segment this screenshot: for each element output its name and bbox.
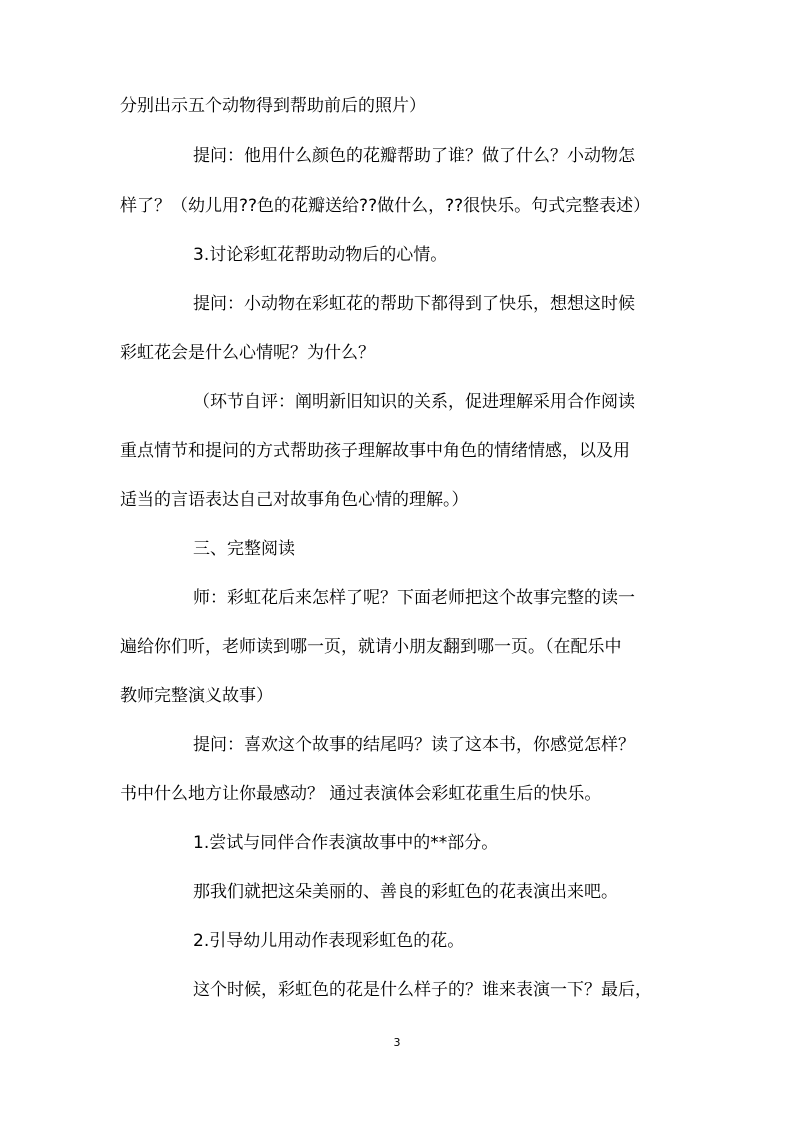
text-line: 这个时候，彩虹色的花是什么样子的？谁来表演一下？最后， bbox=[193, 980, 652, 1000]
text-line: 样了？（幼儿用??色的花瓣送给??做什么，??很快乐。句式完整表述） bbox=[120, 196, 651, 216]
text-line: 彩虹花会是什么心情呢？为什么？ bbox=[120, 343, 375, 363]
text-line: 分别出示五个动物得到帮助前后的照片） bbox=[120, 96, 426, 116]
text-line: 书中什么地方让你最感动？ 通过表演体会彩虹花重生后的快乐。 bbox=[120, 784, 602, 804]
text-line: 重点情节和提问的方式帮助孩子理解故事中角色的情绪情感，以及用 bbox=[120, 441, 630, 461]
text-line: 教师完整演义故事） bbox=[120, 686, 273, 706]
text-line: 提问：他用什么颜色的花瓣帮助了谁？做了什么？小动物怎 bbox=[193, 146, 635, 166]
text-line: 3.讨论彩虹花帮助动物后的心情。 bbox=[193, 245, 448, 265]
text-line: 适当的言语表达自己对故事角色心情的理解。） bbox=[120, 490, 469, 510]
text-line: 2.引导幼儿用动作表现彩虹色的花。 bbox=[193, 931, 465, 951]
section-heading: 三、完整阅读 bbox=[193, 539, 295, 559]
text-line: 提问：喜欢这个故事的结尾吗？读了这本书，你感觉怎样？ bbox=[193, 735, 635, 755]
page-number: 3 bbox=[393, 1036, 401, 1049]
text-line: 提问：小动物在彩虹花的帮助下都得到了快乐，想想这时候 bbox=[193, 294, 635, 314]
text-line: （环节自评：阐明新旧知识的关系，促进理解采用合作阅读 bbox=[193, 392, 635, 412]
text-line: 师：彩虹花后来怎样了呢？下面老师把这个故事完整的读一 bbox=[193, 588, 635, 608]
text-line: 遍给你们听，老师读到哪一页，就请小朋友翻到哪一页。（在配乐中 bbox=[120, 637, 622, 657]
text-line: 1.尝试与同伴合作表演故事中的**部分。 bbox=[193, 833, 499, 853]
text-line: 那我们就把这朵美丽的、善良的彩虹色的花表演出来吧。 bbox=[193, 882, 618, 902]
